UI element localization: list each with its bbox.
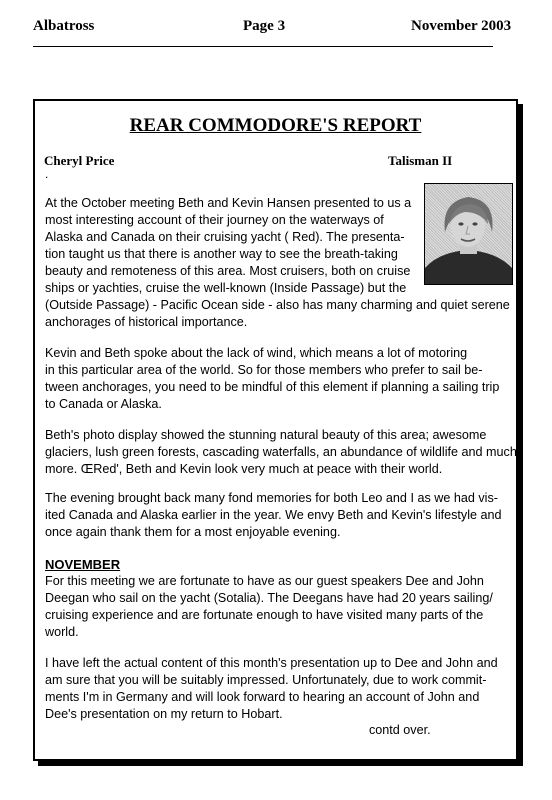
text-line: more. ŒRed', Beth and Kevin look very much at peace with their world. <box>45 462 443 476</box>
text-line: world. <box>45 625 79 639</box>
text-line: For this meeting we are fortunate to have as our guest speakers Dee and John <box>45 574 484 588</box>
issue-date: November 2003 <box>411 18 512 34</box>
text-line: once again thank them for a most enjoyable evening. <box>45 525 341 539</box>
stray-dot: . <box>45 167 49 181</box>
newsletter-name: Albatross <box>33 18 95 34</box>
page-number: Page 3 <box>243 18 286 34</box>
paragraph-presentation <box>45 655 498 723</box>
text-line: tween anchorages, you need to be mindful of this element if planning a sailing trip <box>45 380 500 394</box>
text-line: am sure that you will be suitably impressed. Unfortunately, due to work commit- <box>45 673 487 687</box>
text-line: cruising experience and are fortunate enough to have visited many parts of the <box>45 608 484 622</box>
text-line: Alaska and Canada on their cruising yacht ( Red). The presenta- <box>45 230 405 244</box>
report-title: REAR COMMODORE'S REPORT <box>129 115 422 136</box>
paragraph-guest-speakers <box>45 573 493 641</box>
paragraph-photo-display <box>45 427 517 478</box>
boat-name: Talisman II <box>388 153 453 168</box>
text-line: At the October meeting Beth and Kevin Hansen presented to us a <box>45 196 412 210</box>
text-line: Deegan who sail on the yacht (Sotalia). The Deegans have had 20 years sailing/ <box>45 591 493 605</box>
text-line: The evening brought back many fond memories for both Leo and I as we had vis- <box>45 491 498 505</box>
continued-note: contd over. <box>369 723 431 737</box>
paragraph-wind <box>45 345 499 413</box>
text-line: Dee's presentation on my return to Hobart. <box>45 707 283 721</box>
text-line: to Canada or Alaska. <box>45 397 162 411</box>
text-line: (Outside Passage) - Pacific Ocean side - also has many charming and quiet serene <box>45 298 510 312</box>
paragraph-october-meeting <box>45 195 510 331</box>
report-box <box>33 99 518 761</box>
text-line: beauty and remoteness of this area. Most cruisers, both on cruise <box>45 264 411 278</box>
text-line: ships or yachties, cruise the well-known (Inside Passage) but the <box>45 281 407 295</box>
november-heading: NOVEMBER <box>45 557 121 572</box>
text-line: I have left the actual content of this month's presentation up to Dee and John and <box>45 656 498 670</box>
header-rule <box>33 46 493 47</box>
text-line: tion taught us that there is another way to see the breath-taking <box>45 247 398 261</box>
text-line: ited Canada and Alaska earlier in the year. We envy Beth and Kevin's lifestyle and <box>45 508 502 522</box>
text-line: anchorages of historical importance. <box>45 315 248 329</box>
author-name: Cheryl Price <box>44 153 115 168</box>
text-line: glaciers, lush green forests, cascading waterfalls, an abundance of wildlife and much <box>45 445 517 459</box>
paragraph-memories <box>45 490 502 541</box>
text-line: Beth's photo display showed the stunning natural beauty of this area; awesome <box>45 428 487 442</box>
text-line: ments I'm in Germany and will look forward to hearing an account of John and <box>45 690 480 704</box>
text-line: Kevin and Beth spoke about the lack of wind, which means a lot of motoring <box>45 346 468 360</box>
text-line: in this particular area of the world. So for those members who prefer to sail be- <box>45 363 483 377</box>
text-line: most interesting account of their journey on the waterways of <box>45 213 384 227</box>
